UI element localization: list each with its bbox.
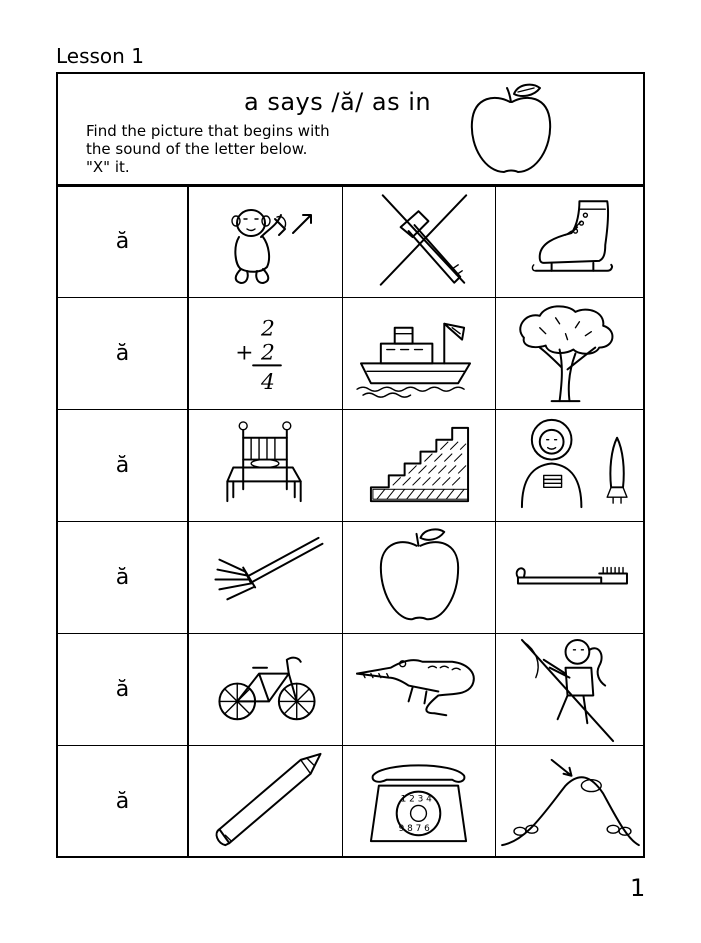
worksheet: [56, 72, 645, 858]
instruction-line: the sound of the letter below.: [86, 140, 308, 158]
worksheet-row: [58, 409, 643, 521]
worksheet-row: [58, 185, 643, 297]
toothbrush-picture[interactable]: [495, 522, 643, 633]
addition-picture[interactable]: [189, 298, 342, 409]
anthill-picture[interactable]: [495, 746, 643, 857]
girl-fishing-picture[interactable]: [495, 634, 643, 745]
pencil-picture[interactable]: [189, 746, 342, 857]
plus-sign: +: [235, 340, 254, 366]
page-title: a says /ă/ as in: [244, 88, 432, 116]
instructions: [86, 122, 356, 176]
addend-top: 2: [261, 316, 275, 342]
letter-cell: ă: [58, 298, 189, 409]
addend-bottom: 2: [261, 340, 275, 366]
rake-picture[interactable]: [189, 522, 342, 633]
astronaut-picture[interactable]: [495, 410, 643, 521]
ship-picture[interactable]: [342, 298, 495, 409]
bed-picture[interactable]: [189, 410, 342, 521]
axe-picture[interactable]: [342, 185, 495, 297]
instruction-line: Find the picture that begins with: [86, 122, 330, 140]
worksheet-row: [58, 521, 643, 633]
letter-cell: ă: [58, 746, 189, 857]
sum: 4: [261, 370, 275, 396]
picture-grid: [58, 185, 643, 858]
ice-skate-picture[interactable]: [495, 185, 643, 297]
apple-picture[interactable]: [342, 522, 495, 633]
letter-cell: ă: [58, 185, 189, 297]
instruction-line: "X" it.: [86, 158, 130, 176]
worksheet-row: [58, 745, 643, 857]
tree-picture[interactable]: [495, 298, 643, 409]
telephone-picture[interactable]: [342, 746, 495, 857]
worksheet-row: [58, 297, 643, 409]
lesson-label: Lesson 1: [56, 44, 144, 68]
letter-cell: ă: [58, 410, 189, 521]
letter-cell: ă: [58, 634, 189, 745]
svg-text:1 2 3 4: 1 2 3 4: [400, 794, 432, 805]
page-number: 1: [630, 874, 646, 902]
bicycle-picture[interactable]: [189, 634, 342, 745]
letter-cell: ă: [58, 522, 189, 633]
header-apple-picture: [466, 80, 556, 180]
worksheet-row: [58, 633, 643, 745]
worksheet-header: [58, 74, 643, 187]
svg-text:9 8 7 6: 9 8 7 6: [398, 824, 430, 835]
alligator-picture[interactable]: [342, 634, 495, 745]
monkey-picture[interactable]: [189, 185, 342, 297]
stairs-picture[interactable]: [342, 410, 495, 521]
